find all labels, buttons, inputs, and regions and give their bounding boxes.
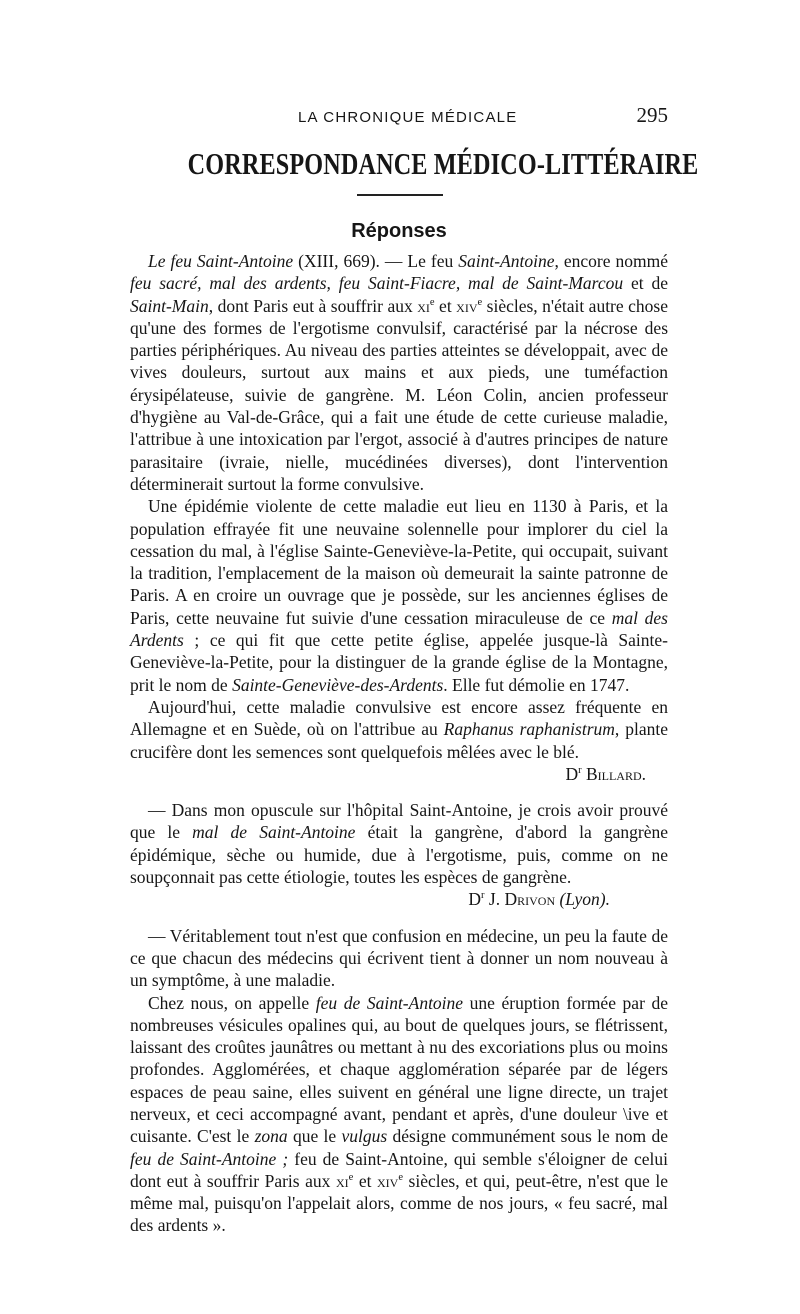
- italic-text: feu de Saint-Antoine: [315, 992, 464, 1013]
- superscript: e: [398, 1172, 404, 1184]
- superscript: e: [429, 296, 435, 308]
- text-run: — Véritablement tout n'est que confusion en médecine, un peu la faute de ce que chacun des médecins qui écrivent tient à donner un nom nouveau à un symptôme, à une maladie.: [130, 925, 668, 991]
- paragraph: [130, 992, 668, 1237]
- text-run: Aujourd'hui, cette maladie convulsive est encore assez fréquente en Allemagne et en Suède, où on l'attribue au: [130, 696, 668, 740]
- signature-billard: [130, 763, 668, 785]
- text-run: . Elle fut démolie en 1747.: [443, 674, 630, 695]
- text-run: et de: [623, 273, 668, 294]
- italic-text: Saint-Antoine: [458, 251, 555, 271]
- text-run: et: [353, 1170, 378, 1191]
- article-body: [130, 250, 668, 1237]
- text-run: siècles, n'était autre chose qu'une des formes de l'ergotisme convulsif, caractérisé par la nécrose des parties périphériques. Au niveau des parties atteintes se développait, avec de vives douleurs, surtout aux mains et aux pieds, une tuméfaction érysipélateuse, suivie de gangrène. M. Léon Colin, ancien professeur d'hygiène au Val-de-Grâce, qui a fait une étude de cette curieuse maladie, l'attribue à une intoxication par l'ergot, associé à d'autres principes de nature parasitaire (ivraie, nielle, mucédinées diverses), dont l'intervention déterminerait surtout la forme convulsive.: [130, 295, 668, 494]
- spacer: [130, 911, 668, 925]
- italic-text: feu de Saint-Antoine ;: [130, 1148, 289, 1169]
- text-run: et: [434, 295, 457, 316]
- text-run: siècles, et qui, peut-être, n'est que le même mal, puisqu'on l'appelait alors, comme de nos jours, « feu sacré, mal des ardents ».: [130, 1170, 668, 1236]
- text-run: xiv: [377, 1170, 399, 1191]
- page-header: [130, 103, 668, 133]
- title-rule: [357, 194, 443, 196]
- text-run: , dont Paris eut à souffrir aux: [208, 295, 418, 316]
- text-run: Chez nous, on appelle: [148, 992, 316, 1013]
- text-run: (XIII, 669). — Le feu: [293, 251, 459, 271]
- italic-text: mal des Ardents: [130, 607, 668, 651]
- text-run: \ive: [622, 1103, 650, 1124]
- text-run: , plante crucifère dont les semences sont quelquefois mêlées avec le blé.: [130, 719, 669, 762]
- text-run: J.: [484, 889, 505, 910]
- text-run: que le: [287, 1126, 342, 1147]
- italic-text: feu sacré, mal des ardents, feu Saint-Fiacre, mal de Saint-Marcou: [130, 273, 624, 294]
- paragraph: [130, 799, 668, 888]
- signature-drivon: [130, 888, 668, 910]
- text-run: — Dans mon opuscule sur l'hôpital Saint-Antoine, je crois avoir prouvé que le: [130, 800, 668, 843]
- spacer: [130, 785, 668, 799]
- text-run: xiv: [456, 295, 478, 316]
- italic-text: Saint-Main: [130, 295, 209, 316]
- subsection-title: Réponses: [351, 220, 447, 242]
- text-run: , encore nommé: [554, 251, 668, 271]
- superscript: r: [578, 765, 582, 776]
- text-run: xi: [335, 1170, 349, 1191]
- author-name: Billard.: [585, 763, 646, 784]
- italic-text: Raphanus raphanistrum: [443, 719, 615, 740]
- paragraph: [130, 495, 668, 696]
- text-run: était la gangrène, d'abord la gangrène épidémique, sèche ou humide, due à l'ergotisme, puis, comme on ne soupçonnait pas cette étiologie, toutes les espèces de gangrène.: [130, 822, 668, 888]
- text-run: D: [565, 763, 579, 784]
- running-head: LA CHRONIQUE MÉDICALE: [298, 109, 518, 126]
- superscript: r: [481, 890, 485, 902]
- paragraph: [130, 250, 668, 495]
- text-run: une éruption formée par de nombreuses vésicules opalines qui, au bout de quelques jours, se flétrissent, laissant des croûtes jaunâtres ou mettant à nu des excoriations plus ou moins profondes. Agglomérées, et chaque agglomération séparée par de légers espaces de peau saine, elles suivent en général une ligne directe, un trajet nerveux, et ceci accompagné avant, pendant et après, d'une douleur: [130, 992, 668, 1124]
- text-run: D: [468, 889, 482, 910]
- italic-text: Le feu Saint-Antoine: [148, 251, 294, 271]
- text-run: et cuisante. C'est le: [130, 1103, 668, 1147]
- page-number: 295: [636, 103, 668, 127]
- text-run: ; ce qui fit que cette petite église, appelée jusque-là Sainte-Geneviève-la-Petite, pour la distinguer de la grande église de la Montagne, prit le nom de: [130, 630, 668, 695]
- superscript: e: [477, 296, 483, 308]
- italic-text: zona: [254, 1126, 288, 1147]
- superscript: e: [348, 1172, 354, 1184]
- italic-text: (Lyon).: [559, 889, 610, 910]
- italic-text: vulgus: [341, 1126, 388, 1147]
- italic-text: mal de Saint-Antoine: [192, 822, 356, 843]
- italic-text: Sainte-Geneviève-des-Ardents: [232, 674, 444, 695]
- text-run: désigne communément sous le nom de: [387, 1126, 668, 1147]
- paragraph: [130, 696, 668, 763]
- paragraph: [130, 925, 668, 992]
- text-run: Une épidémie violente de cette maladie eut lieu en 1130 à Paris, et la population effrayée fit une neuvaine solennelle pour implorer du ciel la cessation du mal, à l'église Sainte-Geneviève-la-Petite, qui occupait, suivant la tradition, l'emplacement de la maison où demeurait la sainte patronne de Paris. A en croire un ouvrage que je possède, sur les anciennes églises de Paris, cette neuvaine fut suivie d'une cessation miraculeuse de ce: [130, 496, 668, 628]
- text-run: feu de Saint-Antoine, qui semble s'éloigner de celui dont eut à souffrir Paris aux: [130, 1148, 668, 1191]
- text-run: xi: [417, 295, 430, 316]
- section-title: CORRESPONDANCE MÉDICO-LITTÉRAIRE: [187, 146, 699, 181]
- author-name: Drivon: [504, 889, 556, 910]
